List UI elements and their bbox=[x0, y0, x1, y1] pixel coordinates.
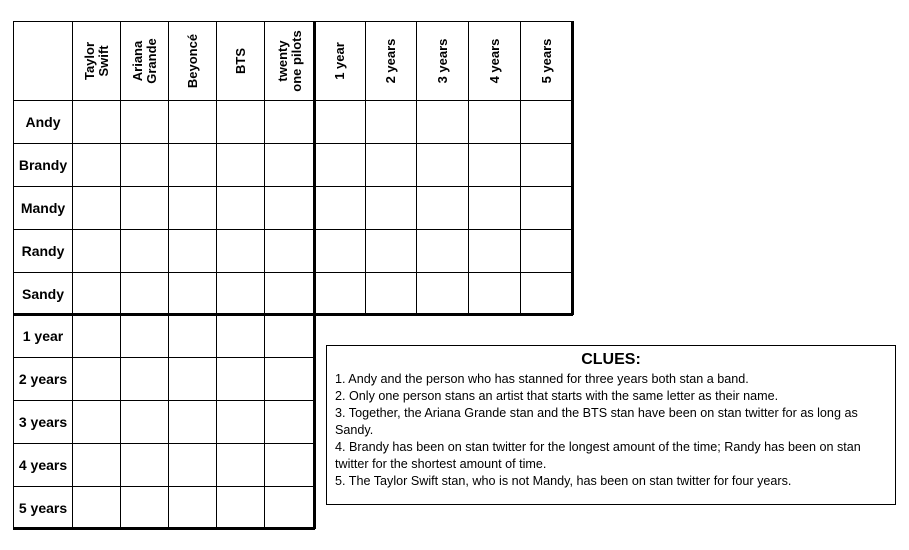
col-header-label bbox=[540, 39, 554, 84]
grid-cell-brandy-ariana-grande[interactable] bbox=[120, 143, 169, 187]
col-header-1-year bbox=[314, 21, 366, 101]
grid-cell-andy-bts[interactable] bbox=[216, 100, 265, 144]
grid-cell-4-years-ariana-grande[interactable] bbox=[120, 443, 169, 487]
clues-title: CLUES: bbox=[581, 351, 641, 368]
grid-cell-sandy-taylor-swift[interactable] bbox=[72, 272, 121, 315]
grid-cell-brandy-2-years[interactable] bbox=[365, 143, 417, 187]
col-header-label bbox=[384, 39, 398, 84]
col-header-ariana-grande bbox=[120, 21, 169, 101]
row-header-sandy: Sandy bbox=[13, 272, 73, 315]
grid-cell-4-years-beyonce[interactable] bbox=[168, 443, 217, 487]
clue-item: 3. Together, the Ariana Grande stan and the BTS stan have been on stan twitter for as long as Sandy. bbox=[335, 406, 858, 437]
col-header-label-line: Ariana bbox=[129, 40, 145, 82]
grid-cell-5-years-taylor-swift[interactable] bbox=[72, 486, 121, 529]
grid-cell-1-year-twenty-one-pilots[interactable] bbox=[264, 314, 315, 358]
col-header-label bbox=[234, 48, 248, 74]
grid-cell-sandy-2-years[interactable] bbox=[365, 272, 417, 315]
col-header-5-years bbox=[520, 21, 573, 101]
col-header-label-line: BTS bbox=[232, 48, 248, 74]
clues-box bbox=[326, 345, 896, 505]
grid-cell-randy-taylor-swift[interactable] bbox=[72, 229, 121, 273]
grid-cell-4-years-bts[interactable] bbox=[216, 443, 265, 487]
col-header-bts bbox=[216, 21, 265, 101]
col-header-label bbox=[186, 34, 200, 88]
grid-cell-andy-4-years[interactable] bbox=[468, 100, 521, 144]
grid-cell-randy-bts[interactable] bbox=[216, 229, 265, 273]
lower-block-bottom-border bbox=[13, 527, 315, 530]
grid-cell-randy-5-years[interactable] bbox=[520, 229, 573, 273]
col-header-label bbox=[276, 30, 304, 91]
grid-cell-3-years-taylor-swift[interactable] bbox=[72, 400, 121, 444]
grid-cell-1-year-ariana-grande[interactable] bbox=[120, 314, 169, 358]
grid-cell-brandy-bts[interactable] bbox=[216, 143, 265, 187]
grid-cell-3-years-bts[interactable] bbox=[216, 400, 265, 444]
col-header-label-line: 3 years bbox=[434, 38, 450, 84]
grid-cell-1-year-taylor-swift[interactable] bbox=[72, 314, 121, 358]
grid-cell-4-years-twenty-one-pilots[interactable] bbox=[264, 443, 315, 487]
grid-cell-2-years-ariana-grande[interactable] bbox=[120, 357, 169, 401]
grid-cell-mandy-3-years[interactable] bbox=[416, 186, 469, 230]
grid-cell-brandy-1-year[interactable] bbox=[314, 143, 366, 187]
grid-cell-mandy-taylor-swift[interactable] bbox=[72, 186, 121, 230]
grid-cell-mandy-5-years[interactable] bbox=[520, 186, 573, 230]
grid-cell-1-year-bts[interactable] bbox=[216, 314, 265, 358]
grid-cell-sandy-4-years[interactable] bbox=[468, 272, 521, 315]
row-header-2-years-row: 2 years bbox=[13, 357, 73, 401]
col-header-label-line: Beyoncé bbox=[184, 33, 200, 89]
grid-cell-randy-2-years[interactable] bbox=[365, 229, 417, 273]
col-header-label bbox=[488, 39, 502, 84]
row-header-andy: Andy bbox=[13, 100, 73, 144]
grid-cell-randy-beyonce[interactable] bbox=[168, 229, 217, 273]
grid-corner bbox=[13, 21, 73, 101]
grid-cell-2-years-beyonce[interactable] bbox=[168, 357, 217, 401]
row-header-brandy: Brandy bbox=[13, 143, 73, 187]
row-header-1-year-row: 1 year bbox=[13, 314, 73, 358]
col-header-label-line: Grande bbox=[143, 38, 159, 84]
grid-cell-brandy-taylor-swift[interactable] bbox=[72, 143, 121, 187]
col-header-twenty-one-pilots bbox=[264, 21, 315, 101]
upper-block-right-border bbox=[571, 21, 574, 315]
grid-cell-andy-5-years[interactable] bbox=[520, 100, 573, 144]
grid-cell-brandy-twenty-one-pilots[interactable] bbox=[264, 143, 315, 187]
col-header-label-line: 5 years bbox=[538, 38, 554, 84]
col-header-beyonce bbox=[168, 21, 217, 101]
col-header-label-line: 1 year bbox=[332, 42, 347, 80]
clues-list bbox=[335, 371, 887, 490]
grid-cell-mandy-4-years[interactable] bbox=[468, 186, 521, 230]
row-header-4-years-row: 4 years bbox=[13, 443, 73, 487]
grid-cell-5-years-beyonce[interactable] bbox=[168, 486, 217, 529]
col-header-label-line: Taylor bbox=[81, 41, 97, 81]
col-header-label bbox=[333, 42, 347, 80]
grid-cell-mandy-twenty-one-pilots[interactable] bbox=[264, 186, 315, 230]
grid-cell-mandy-2-years[interactable] bbox=[365, 186, 417, 230]
grid-cell-sandy-bts[interactable] bbox=[216, 272, 265, 315]
grid-cell-sandy-ariana-grande[interactable] bbox=[120, 272, 169, 315]
grid-cell-andy-1-year[interactable] bbox=[314, 100, 366, 144]
clue-item: 1. Andy and the person who has stanned for three years both stan a band. bbox=[335, 372, 749, 386]
grid-cell-sandy-twenty-one-pilots[interactable] bbox=[264, 272, 315, 315]
grid-cell-randy-3-years[interactable] bbox=[416, 229, 469, 273]
row-header-randy: Randy bbox=[13, 229, 73, 273]
row-header-3-years-row: 3 years bbox=[13, 400, 73, 444]
grid-cell-5-years-bts[interactable] bbox=[216, 486, 265, 529]
grid-cell-2-years-twenty-one-pilots[interactable] bbox=[264, 357, 315, 401]
grid-cell-andy-taylor-swift[interactable] bbox=[72, 100, 121, 144]
grid-cell-5-years-twenty-one-pilots[interactable] bbox=[264, 486, 315, 529]
col-header-label-line: 4 years bbox=[486, 38, 502, 84]
grid-cell-5-years-ariana-grande[interactable] bbox=[120, 486, 169, 529]
grid-cell-randy-twenty-one-pilots[interactable] bbox=[264, 229, 315, 273]
col-header-label bbox=[131, 38, 159, 84]
grid-cell-randy-1-year[interactable] bbox=[314, 229, 366, 273]
grid-cell-4-years-taylor-swift[interactable] bbox=[72, 443, 121, 487]
grid-cell-andy-beyonce[interactable] bbox=[168, 100, 217, 144]
block-divider-vertical bbox=[313, 21, 316, 529]
col-header-4-years bbox=[468, 21, 521, 101]
grid-cell-andy-3-years[interactable] bbox=[416, 100, 469, 144]
grid-cell-1-year-beyonce[interactable] bbox=[168, 314, 217, 358]
row-header-5-years-row: 5 years bbox=[13, 486, 73, 529]
col-header-taylor-swift bbox=[72, 21, 121, 101]
grid-cell-mandy-bts[interactable] bbox=[216, 186, 265, 230]
grid-cell-brandy-4-years[interactable] bbox=[468, 143, 521, 187]
grid-cell-andy-ariana-grande[interactable] bbox=[120, 100, 169, 144]
grid-cell-sandy-5-years[interactable] bbox=[520, 272, 573, 315]
grid-cell-brandy-5-years[interactable] bbox=[520, 143, 573, 187]
col-header-2-years bbox=[365, 21, 417, 101]
col-header-label-line: 2 years bbox=[383, 38, 398, 84]
grid-cell-3-years-beyonce[interactable] bbox=[168, 400, 217, 444]
grid-cell-3-years-twenty-one-pilots[interactable] bbox=[264, 400, 315, 444]
grid-cell-sandy-beyonce[interactable] bbox=[168, 272, 217, 315]
grid-cell-brandy-beyonce[interactable] bbox=[168, 143, 217, 187]
grid-cell-mandy-ariana-grande[interactable] bbox=[120, 186, 169, 230]
col-header-3-years bbox=[416, 21, 469, 101]
grid-cell-randy-ariana-grande[interactable] bbox=[120, 229, 169, 273]
grid-cell-sandy-1-year[interactable] bbox=[314, 272, 366, 315]
grid-cell-brandy-3-years[interactable] bbox=[416, 143, 469, 187]
row-header-mandy: Mandy bbox=[13, 186, 73, 230]
grid-cell-2-years-taylor-swift[interactable] bbox=[72, 357, 121, 401]
grid-cell-andy-twenty-one-pilots[interactable] bbox=[264, 100, 315, 144]
grid-cell-andy-2-years[interactable] bbox=[365, 100, 417, 144]
clue-item: 4. Brandy has been on stan twitter for the longest amount of the time; Randy has been on stan twitter for the shortest amount of time. bbox=[335, 440, 861, 471]
clue-item: 2. Only one person stans an artist that starts with the same letter as their name. bbox=[335, 389, 779, 403]
grid-cell-2-years-bts[interactable] bbox=[216, 357, 265, 401]
grid-cell-randy-4-years[interactable] bbox=[468, 229, 521, 273]
col-header-label-line: twenty bbox=[274, 40, 290, 82]
col-header-label bbox=[436, 39, 450, 84]
col-header-label-line: Swift bbox=[95, 45, 111, 77]
grid-cell-sandy-3-years[interactable] bbox=[416, 272, 469, 315]
block-divider-horizontal bbox=[13, 313, 573, 316]
clue-item: 5. The Taylor Swift stan, who is not Mandy, has been on stan twitter for four years. bbox=[335, 474, 792, 488]
col-header-label bbox=[83, 42, 111, 80]
grid-cell-mandy-1-year[interactable] bbox=[314, 186, 366, 230]
col-header-label-line: one pilots bbox=[288, 30, 304, 92]
grid-cell-mandy-beyonce[interactable] bbox=[168, 186, 217, 230]
grid-cell-3-years-ariana-grande[interactable] bbox=[120, 400, 169, 444]
